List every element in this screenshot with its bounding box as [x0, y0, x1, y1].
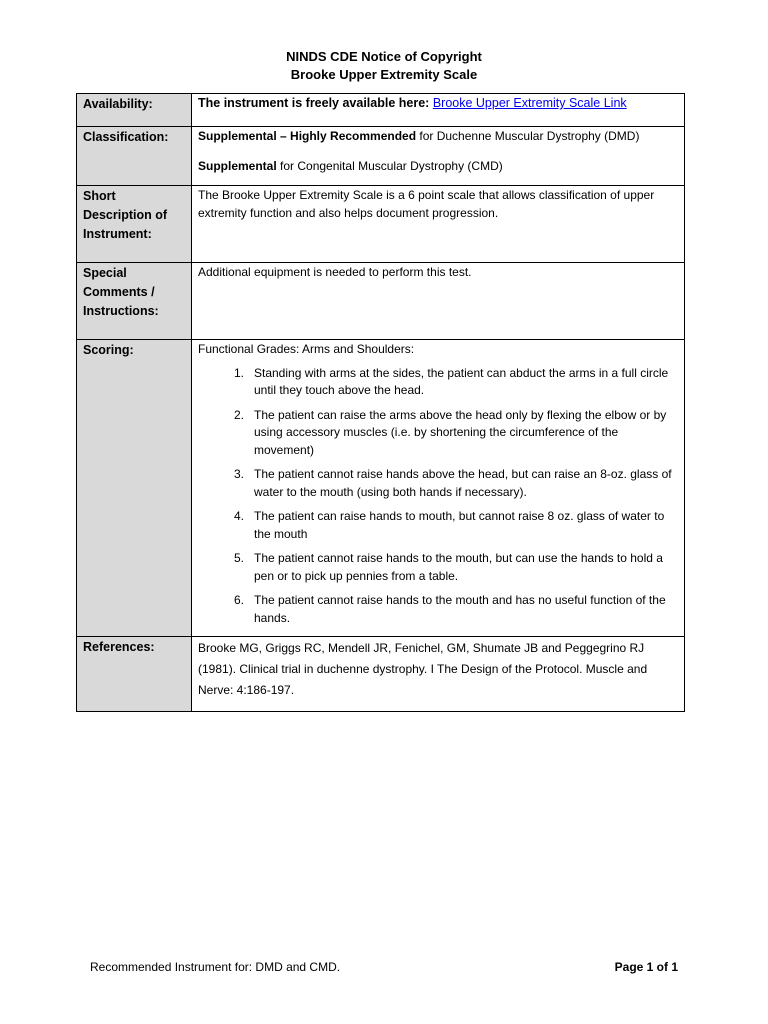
- grade-text: The patient can raise hands to mouth, but cannot raise 8 oz. glass of water to the mouth: [254, 509, 665, 541]
- grade-item: [198, 407, 678, 460]
- row-short-description: [77, 186, 685, 263]
- header-title: NINDS CDE Notice of Copyright: [286, 49, 482, 64]
- grade-number: 3.: [233, 467, 244, 481]
- grade-text: The patient cannot raise hands above the head, but can raise an 8-oz. glass of water to the mouth (using both hands if necessary).: [254, 467, 672, 499]
- references-text: Brooke MG, Griggs RC, Mendell JR, Fenichel, GM, Shumate JB and Peggegrino RJ (1981). Clinical trial in duchenne dystrophy. I The Design of the Protocol. Muscle and Nerve: 4:186-197.: [198, 641, 648, 697]
- grade-item: [198, 550, 678, 585]
- instrument-link[interactable]: Brooke Upper Extremity Scale Link: [432, 96, 627, 110]
- grade-text: The patient can raise the arms above the head only by flexing the elbow or by using accessory muscles (i.e. by shortening the circumference of the movement): [254, 407, 667, 457]
- grade-item: [198, 365, 678, 400]
- special-comments-value: [192, 263, 685, 340]
- page-number: Page 1 of 1: [614, 960, 678, 974]
- short-description-value: [192, 186, 685, 263]
- availability-label: Availability:: [77, 94, 192, 127]
- header-subtitle: Brooke Upper Extremity Scale: [290, 67, 478, 82]
- row-special-comments: [77, 263, 685, 340]
- classification-cmd-disease: for Congenital Muscular Dystrophy (CMD): [276, 158, 503, 173]
- grade-number: 4.: [233, 509, 244, 523]
- classification-cmd-tier: Supplemental: [198, 158, 277, 173]
- classification-label: Classification:: [77, 127, 192, 186]
- grade-number: 2.: [233, 407, 244, 422]
- special-comments-text: Additional equipment is needed to perform this test.: [198, 265, 472, 279]
- scoring-intro: Functional Grades: Arms and Shoulders:: [198, 342, 415, 356]
- grade-text: The patient cannot raise hands to the mouth and has no useful function of the hands.: [254, 593, 666, 625]
- classification-cmd: [198, 158, 678, 176]
- short-description-text: The Brooke Upper Extremity Scale is a 6 point scale that allows classification of upper extremity function and also helps document progression.: [198, 188, 655, 220]
- grade-item: [198, 508, 678, 543]
- classification-dmd: [198, 128, 678, 146]
- row-references: [77, 637, 685, 712]
- grade-text: Standing with arms at the sides, the patient can abduct the arms in a full circle until they touch above the head.: [254, 365, 669, 397]
- scoring-value: [192, 340, 685, 637]
- references-value: [192, 637, 685, 712]
- grade-item: [198, 466, 678, 501]
- grade-number: 5.: [233, 551, 244, 565]
- special-comments-label: Special Comments / Instructions:: [77, 263, 192, 340]
- instrument-table: [76, 93, 685, 712]
- references-label: References:: [77, 637, 192, 712]
- footer-note: Recommended Instrument for: DMD and CMD.: [90, 960, 341, 974]
- classification-dmd-tier: Supplemental – Highly Recommended: [198, 129, 417, 143]
- document-header: [0, 48, 768, 84]
- availability-value: [192, 94, 685, 127]
- availability-prefix: The instrument is freely available here:: [198, 96, 433, 110]
- classification-value: [192, 127, 685, 186]
- grades-list: [198, 365, 678, 628]
- short-description-label: Short Description of Instrument:: [77, 186, 192, 263]
- row-availability: [77, 94, 685, 127]
- scoring-label: Scoring:: [77, 340, 192, 637]
- classification-dmd-disease: for Duchenne Muscular Dystrophy (DMD): [416, 129, 640, 143]
- row-scoring: [77, 340, 685, 637]
- grade-item: [198, 592, 678, 627]
- grade-number: 6.: [233, 593, 244, 607]
- grade-text: The patient cannot raise hands to the mouth, but can use the hands to hold a pen or to pick up pennies from a table.: [254, 551, 663, 583]
- availability-text: [198, 95, 627, 113]
- grade-number: 1.: [233, 365, 244, 380]
- row-classification: [77, 127, 685, 186]
